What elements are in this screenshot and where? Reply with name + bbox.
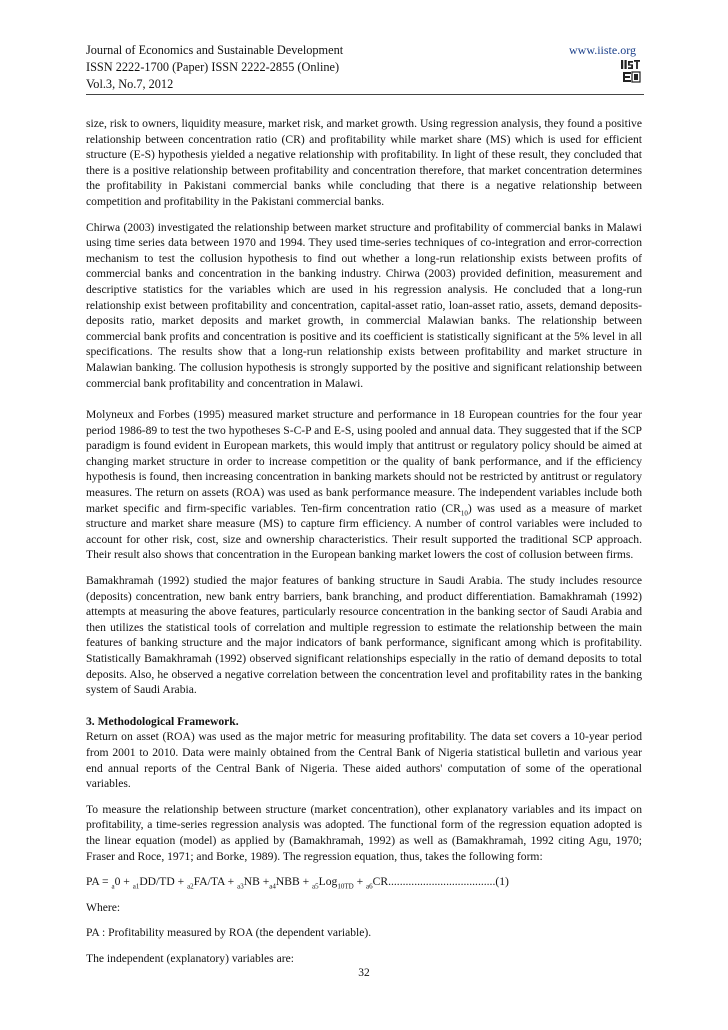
header-rule [86,94,644,95]
paragraph-molyneux-forbes: Molyneux and Forbes (1995) measured market structure and performance in 18 European countries for the four year period 1986-89 to test the two hypotheses S-C-P and E-S, using pooled and annual data. They suggested that if the SCP paradigm is found evident in European markets, this would imply that antitrust or regulatory policy should be aimed at changing market structure in order to increase competition or the quality of bank performance, and if the efficiency hypothesis is found, then increasing concentration in banking markets should not be restricted by antitrust or regulatory measures. The return on assets (ROA) was used as bank performance measure. The independent variables include both market specific and firm-specific variables. Ten-firm concentration ratio $(CR_{10})$ was used as a measure of market structure and market share measure (MS) to capture firm efficiency. A number of control variables were included to account for other risk, cost, size and ownership characteristics. Their result supported the traditional SCP approach. Their result also shows that concentration in the European banking market lowers the cost of collusion between firms. [86,408,642,562]
dependent-variable-definition: PA : Profitability measured by ROA (the dependent variable). [86,926,372,940]
iiste-logo-icon [620,58,642,84]
paragraph-chirwa: Chirwa (2003) investigated the relationship between market structure and profitability of commercial banks in Malawi using time series data between 1970 and 1994. They used time-series techniques of co-integration and error-correction mechanism to test the collusion hypothesis to find out whether a long-run relationship exists between profits of commercial banks and concentration in the banking industry. Chirwa (2003) provided definition, measurement and descriptive statistics for the variables which are used in his regression analysis. He concluded that a long-run relationship exist between profitability and concentration, capital-asset ratio, loan-asset ratio, assets, demand deposits-deposits ratio, market deposits and market growth, in commercial Malawian banks. The relationship between commercial bank profits and concentration is positive and its coefficient is statistically significant at the 5% level in all specifications. The results show that a long-run relationship exists between profitability and market structure in Malawian banking. The collusion hypothesis is strongly supported by the positive and significant relationship between commercial bank profitability and concentration in Malawi. [86,220,642,390]
section-heading: 3. Methodological Framework. [86,714,239,728]
regression-equation: PA = $_a0 + _{a1}DD/TD + _{a2}FA/TA + _{a3}NB +_{a4}NBB + _{a5}Log_{10TD} + _{a6}CR.....................................(1)$ [86,875,509,891]
journal-url-link[interactable]: www.iiste.org [569,43,636,57]
page-header [86,42,644,93]
independent-variables-intro: The independent (explanatory) variables are: [86,951,294,965]
paragraph-pakistan-study: size, risk to owners, liquidity measure, market risk, and market growth. Using regression analysis, they found a positive relationship between concentration ratio (CR) and profitability while market share (MS) which is used for efficient structure (E-S) hypothesis yielded a negative relationship with profitability. In light of these result, they concluded that there is a positive relationship between profitability and concentration therefore, that market concentration determines the profitability in Pakistani commercial banks while concluding that there is a negative relationship between competition and profitability in the Pakistani commercial banks. [86,117,642,208]
issn-line: ISSN 2222-1700 (Paper) ISSN 2222-2855 (Online) [86,60,340,74]
paragraph-regression-form: To measure the relationship between structure (market concentration), other explanatory variables and its impact on profitability, a time-series regression analysis was adopted. The functional form of the regression equation adopted is the linear equation (model) as applied by (Bamakhramah, 1992) as well as (Bamakhramah, 1992 citing Agu, 1970; Fraser and Roce, 1971; and Borke, 1989). The regression equation, thus, takes the following form: [86,802,642,863]
volume-line: Vol.3, No.7, 2012 [86,77,174,91]
page-number: 32 [358,967,370,979]
article-body [86,116,642,967]
paragraph-bamakhramah: Bamakhramah (1992) studied the major features of banking structure in Saudi Arabia. The study includes resource (deposits) concentration, new bank entry barriers, bank branching, and product differentiation. Bamakhramah (1992) attempts at measuring the above features, particularly resource concentration in the banking sector of Saudi Arabia and then utilizes the statistical tools of correlation and multiple regression to estimate the relationship between the main features of banking structure and the major indicators of bank performance, significant among which is profitability. Statistically Bamakhramah (1992) observed significant relationships especially in the ratio of demand deposits to total deposits. Also, he observed a negative correlation between the concentration level and profitability rates in the banking system of Saudi Arabia. [86,574,642,697]
paragraph-method-roa: Return on asset (ROA) was used as the major metric for measuring profitability. The data set covers a 10-year period from 2001 to 2010. Data were mainly obtained from the Central Bank of Nigeria statistical bulletin and various year end annual reports of the Central Bank of Nigeria. These aided authors' computation of some of the operational variables. [86,730,642,791]
where-label: Where: [86,900,121,914]
journal-title: Journal of Economics and Sustainable Development [86,43,344,57]
